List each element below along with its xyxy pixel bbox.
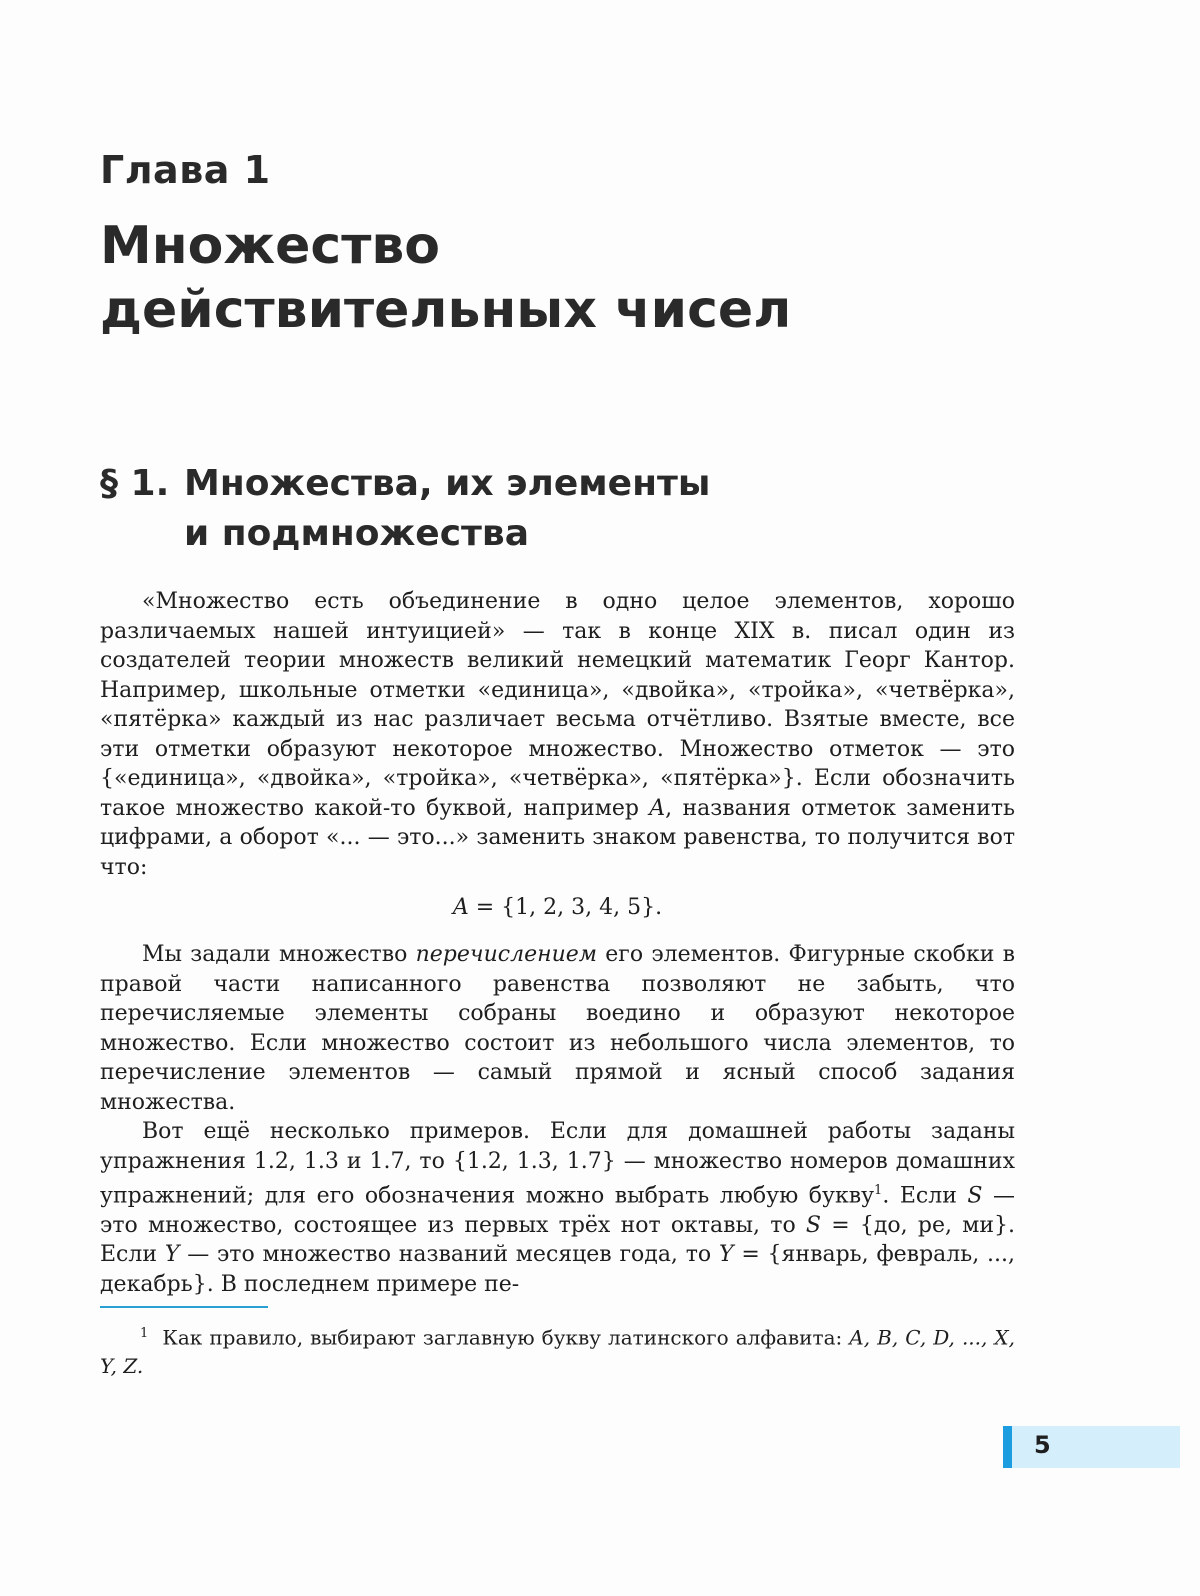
paragraph-3-part-3: — это множество, состоящее из первых трёх нот октавы, то xyxy=(100,1183,1015,1238)
formula-rhs: = {1, 2, 3, 4, 5}. xyxy=(468,895,663,920)
paragraph-3-part-4: = {до, ре, ми}. Если xyxy=(100,1212,1015,1268)
paragraph-2-end: его элементов. Фигурные скобки в правой части написанного равенства позволяют не забыть, что перечисляемые элементы собраны воедино и образуют некоторое множество. Если множество состоит из небольшого числа элементов, то перечисление элементов — самый прямой и ясный способ задания множества. xyxy=(100,942,1015,1115)
footnote-divider xyxy=(100,1306,268,1308)
paragraph-1-text: «Множество есть объединение в одно целое элементов, хорошо различаемых нашей интуицией» — так в конце XIX в. писал один из создателей теории множеств великий немецкий математик Георг Кантор. Например, школьные отметки «единица», «двойка», «тройка», «четвёрка», «пятёрка» каждый из нас различает весьма отчётливо. Взятые вместе, все эти отметки образуют некоторое множество. Множество отметок — это {«единица», «двойка», «тройка», «четвёрка», «пятёрка»}. Если обозначить такое множество какой-то буквой, например xyxy=(100,589,1015,821)
variable-y-2: Y xyxy=(718,1242,734,1268)
chapter-title xyxy=(100,214,1000,342)
paragraph-2-start: Мы задали множество xyxy=(142,942,408,967)
paragraph-3-part-5: — это множество названий месяцев года, то xyxy=(187,1242,712,1268)
set-formula xyxy=(100,895,1015,920)
paragraph-2 xyxy=(100,940,1015,1117)
section-number: § 1. xyxy=(100,463,170,504)
paragraph-3 xyxy=(100,1117,1015,1299)
page-number-tab xyxy=(1003,1426,1180,1468)
footnote-reference: 1 xyxy=(874,1183,883,1198)
chapter-title-line-2: действительных чисел xyxy=(100,280,792,340)
variable-y: Y xyxy=(164,1242,180,1268)
variable-s-2: S xyxy=(805,1212,821,1238)
paragraph-3-part-1: Вот ещё несколько примеров. Если для домашней работы заданы упражнения 1.2, 1.3 и 1.7, то {1.2, 1.3, 1.7} — множество номеров домашних упражнений; для его обозначения можно выбрать любую букву xyxy=(100,1119,1015,1209)
footnote xyxy=(100,1320,1015,1380)
paragraph-3-part-2: . Если xyxy=(882,1183,957,1209)
footnote-text: Как правило, выбирают заглавную букву латинского алфавита: xyxy=(162,1325,843,1350)
paragraph-1-end: , названия отметок заменить цифрами, а оборот «... — это...» заменить знаком равенства, то получится вот что: xyxy=(100,795,1015,880)
footnote-mark: 1 xyxy=(140,1326,149,1341)
variable-a: A xyxy=(649,795,666,821)
section-title-line-1: Множества, их элементы xyxy=(184,463,711,504)
emphasis-term: перечислением xyxy=(415,942,598,967)
paragraph-1 xyxy=(100,587,1015,882)
paragraph-3-part-6: = {январь, февраль, ..., декабрь}. В последнем примере пе- xyxy=(100,1242,1015,1297)
section-title-line-2: и подмножества xyxy=(184,513,529,554)
chapter-title-line-1: Множество xyxy=(100,216,441,276)
formula-variable: A xyxy=(452,895,469,920)
variable-s: S xyxy=(967,1183,983,1209)
footnote-letters: A, B, C, D, ..., X, Y, Z. xyxy=(100,1325,1016,1378)
page-number: 5 xyxy=(1034,1431,1051,1459)
chapter-label: Глава 1 xyxy=(100,148,271,192)
